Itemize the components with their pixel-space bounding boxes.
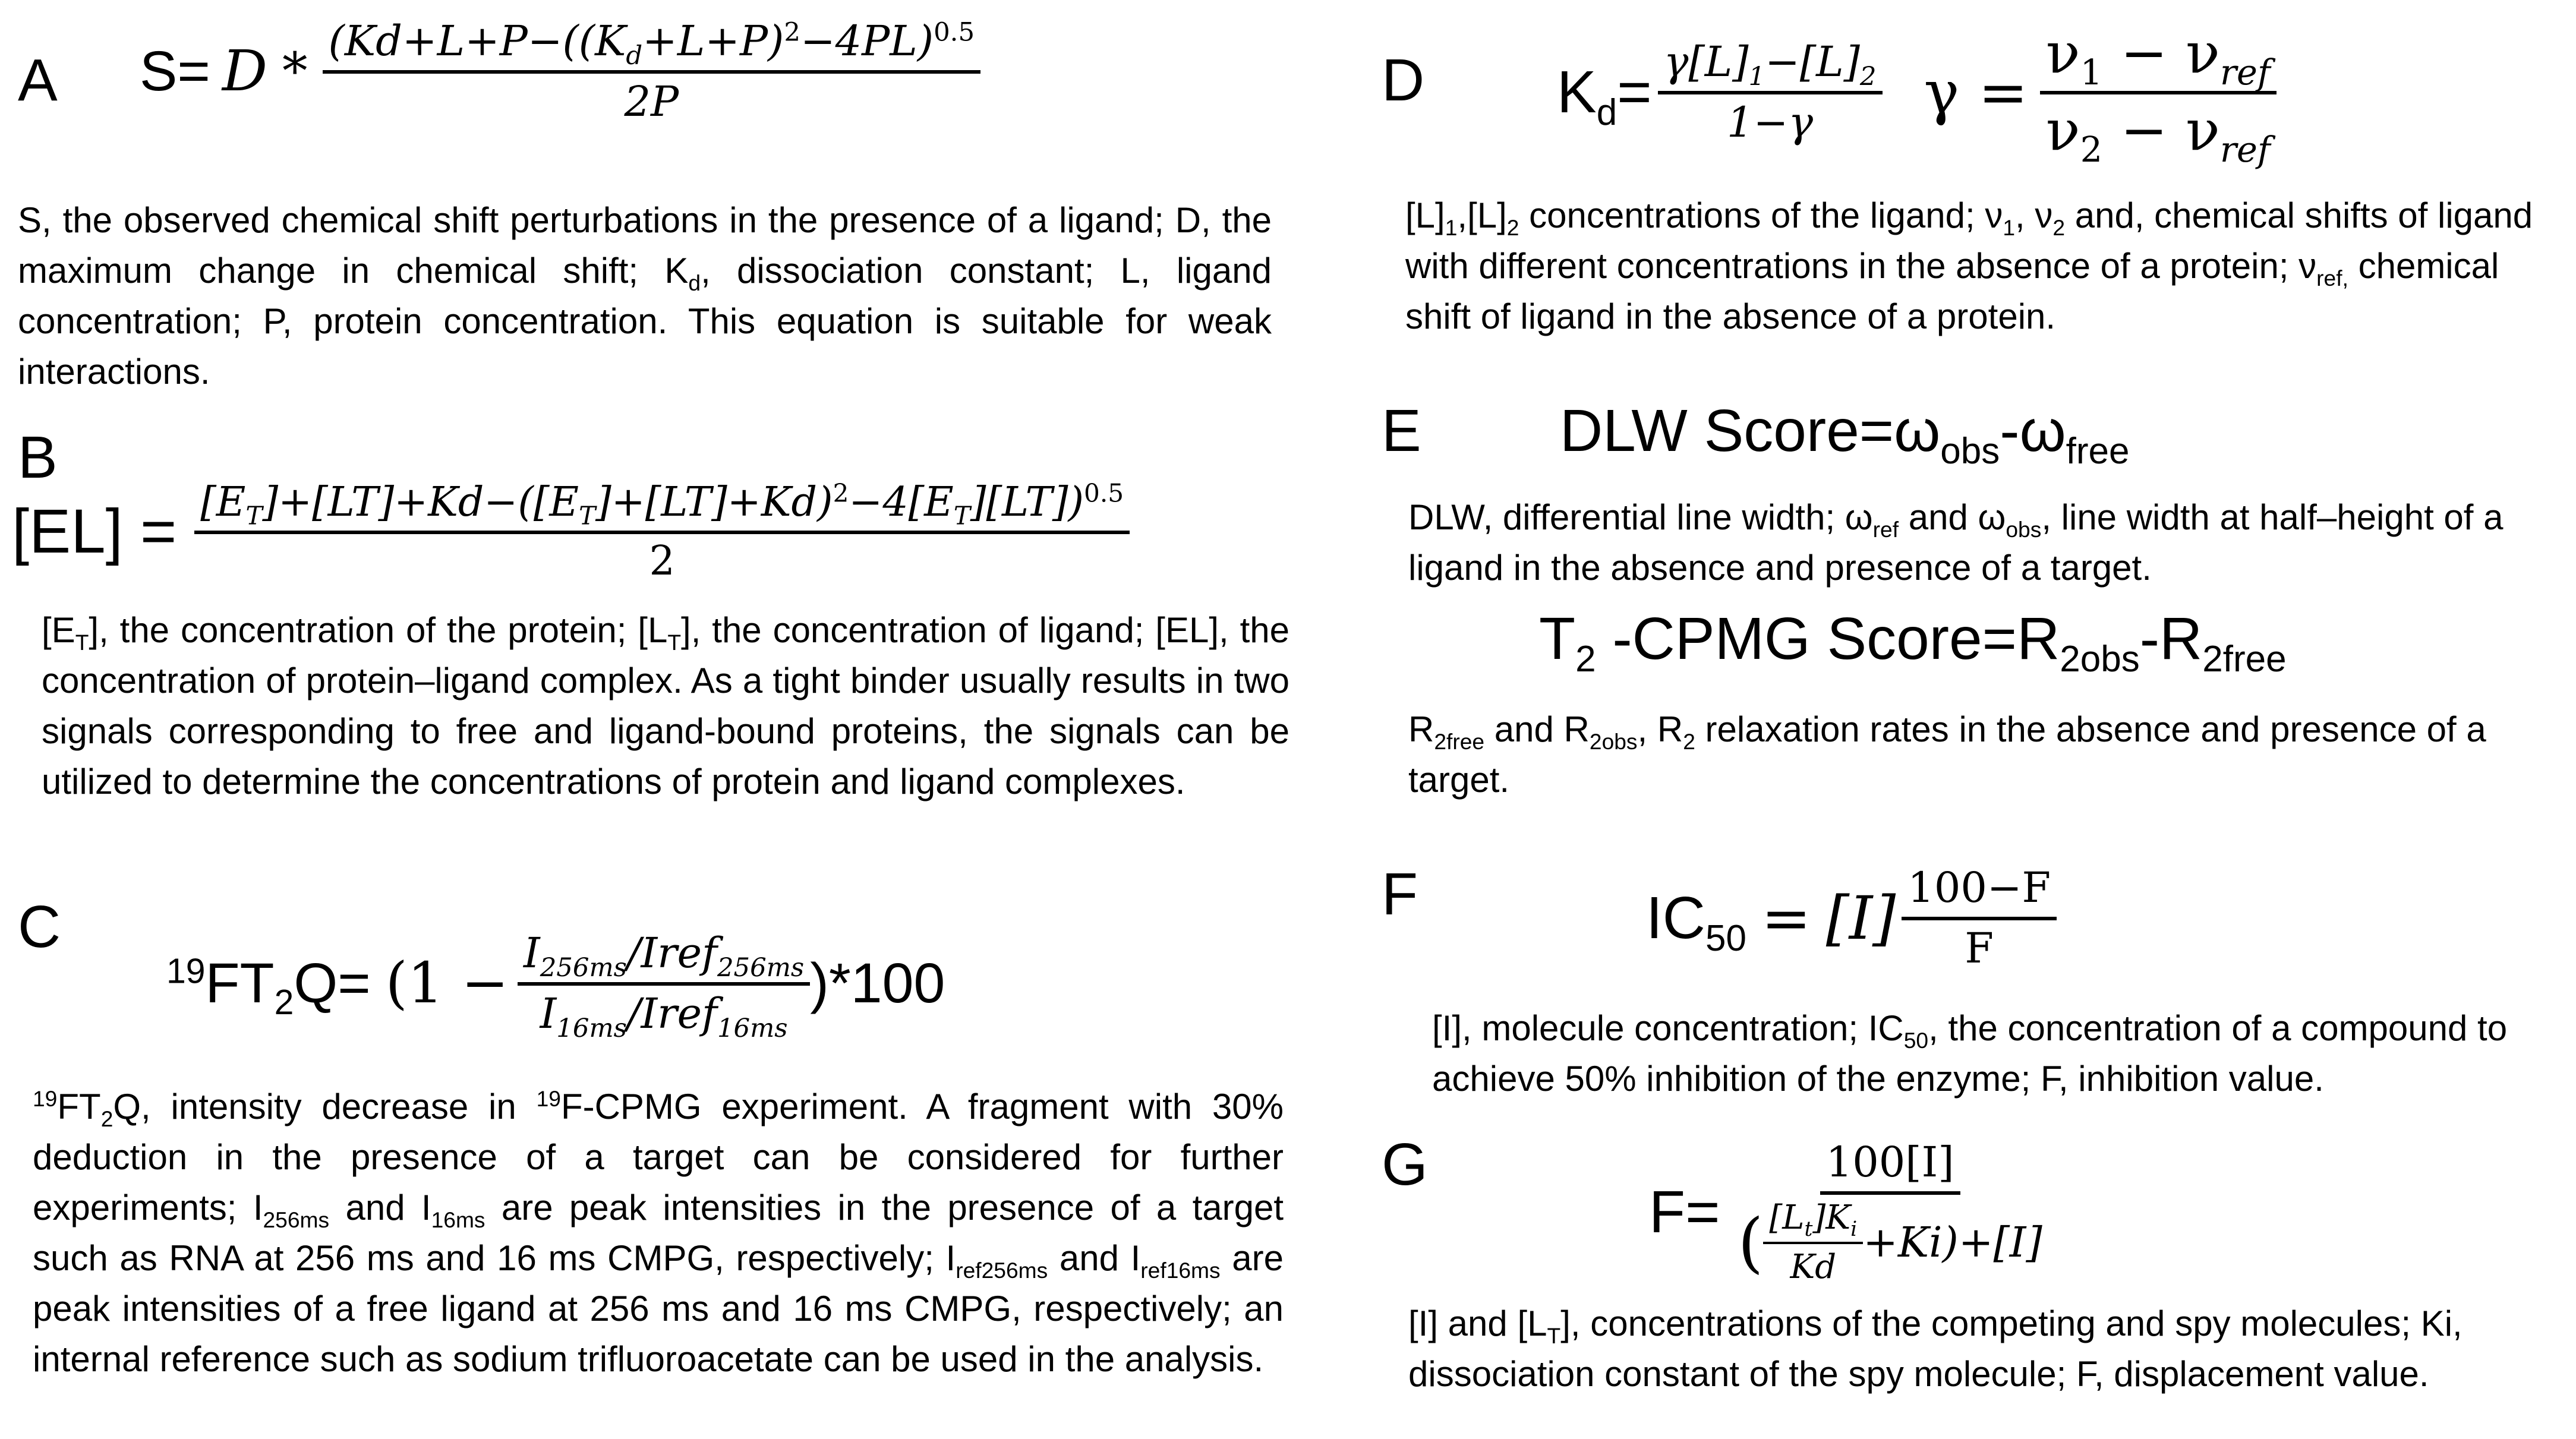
panel-b-label: B (18, 424, 58, 491)
eq-c-lhs: $^{19}FT_2Q=$ (166, 951, 371, 1022)
eq-c-fraction: $\frac{I_{256ms}/Iref_{256ms}}{I_{16ms}/Iref_{16ms}}$ (518, 929, 810, 1038)
panel-d-description: $[L]_1,[L]_2$ concentrations of the ligand; $\nu_1$, $\nu_2$ and, chemical shifts of ligand with different concentrations in the absence of a protein; $\nu_{ref,}$ chemical shift of ligand in the absence of a protein. (1405, 195, 2533, 336)
equation-e-cpmg: $T_2$ -CPMG $Score=R_{2obs}-R_{2free}$ (1539, 605, 2287, 680)
panel-f-label: F (1382, 861, 1418, 927)
eq-a-lhs: S= (140, 39, 210, 103)
panel-b-description: $[E_T]$, the concentration of the protein; $[L_T]$, the concentration of ligand; [EL], the concentration of protein–ligand complex. As a tight binder usually results in two signals corresponding to free and ligand-bound proteins, the signals can be utilized to determine the concentrations of protein and ligand complexes. (42, 610, 1289, 801)
panel-e-label: E (1382, 397, 1421, 464)
eq-g-fraction: 100[I] ( $\frac{[L_t]K_i}{Kd}$ +Ki)+[I] (1738, 1138, 2042, 1286)
equation-f (1646, 847, 2057, 989)
eq-d-fraction: $\frac{\gamma[L]_1-[L]_2}{1-\gamma}$ (1658, 37, 1883, 147)
equation-d (1557, 3, 2277, 181)
panel-e-cpmg-description: $R_{2free}$ and $R_{2obs}$, $R_2$ relaxation rates in the absence and presence of a target. (1408, 709, 2486, 800)
eq-c-open: (1 − (385, 951, 509, 1016)
eq-c-close: )*100 (810, 951, 945, 1015)
panel-a-description: S, the observed chemical shift perturbations in the presence of a ligand; D, the maximum change in chemical shift; $K_d$, dissociation constant; L, ligand concentration; P, protein concentration. This equation is suitable for weak interactions. (18, 200, 1272, 392)
eq-d-lhs: $K_d=$ (1557, 58, 1652, 133)
eq-b-lhs: [EL] = (12, 497, 177, 566)
eq-d-gamma-fraction: $\frac{\nu_1 - \nu_{ref}}{\nu_2 - \nu_{ref}}$ (2040, 21, 2277, 163)
eq-f-mult: [I] (1825, 883, 1896, 953)
eq-a-coef: D (222, 39, 268, 104)
eq-g-lhs: F= (1649, 1178, 1720, 1245)
eq-a-op: * (282, 42, 308, 101)
equation-b (12, 460, 1130, 603)
panel-f-description: [I], molecule concentration; $IC_{50}$, the concentration of a compound to achieve 50% inhibition of the enzyme; F, inhibition value. (1432, 1008, 2508, 1099)
equation-c (166, 912, 945, 1055)
panel-g-label: G (1382, 1131, 1428, 1198)
eq-b-fraction: $\frac{[E_T]+[LT]+Kd-([E_T]+[LT]+Kd)^2-4[E_T][LT])^{0.5}}{2}$ (194, 479, 1130, 585)
equation-g (1649, 1126, 2048, 1298)
eq-a-fraction: $\frac{(Kd+L+P-((K_d+L+P)^2-4PL)^{0.5}}{2P}$ (323, 17, 981, 126)
equation-e-dlw: DLW $Score=\omega_{obs}-\omega_{free}$ (1560, 397, 2130, 472)
panel-g-description: [I] and $[L_T]$, concentrations of the competing and spy molecules; Ki, dissociation constant of the spy molecule; F, displacement value. (1408, 1304, 2463, 1394)
eq-f-eq: = (1761, 883, 1811, 953)
panel-e-dlw-description: DLW, differential line width; $\omega_{ref}$ and $\omega_{obs}$, line width at half–height of a ligand in the absence and presence of a target. (1408, 497, 2504, 588)
panel-a-label: A (18, 47, 58, 113)
panel-d-label: D (1382, 47, 1425, 113)
equation-a (140, 15, 980, 128)
eq-f-fraction: $\frac{100-F}{F}$ (1902, 863, 2057, 973)
eq-f-lhs: $IC_{50}$ (1646, 884, 1746, 959)
panel-c-description: $^{19}FT_2Q$, intensity decrease in $^{19}$F-CPMG experiment. A fragment with 30% deduction in the presence of a target can be considered for further experiments; $I_{256ms}$ and $I_{16ms}$ are peak intensities in the presence of a target such as RNA at 256 ms and 16 ms CMPG, respectively; $I_{ref256ms}$ and $I_{ref16ms}$ are peak intensities of a free ligand at 256 ms and 16 ms CMPG, respectively; an internal reference such as sodium trifluoroacetate can be used in the analysis. (33, 1086, 1284, 1379)
panel-c-label: C (18, 894, 61, 960)
eq-g-inner-fraction: $\frac{[L_t]K_i}{Kd}$ (1763, 1198, 1863, 1286)
eq-d-gamma-lhs: γ = (1924, 57, 2028, 127)
